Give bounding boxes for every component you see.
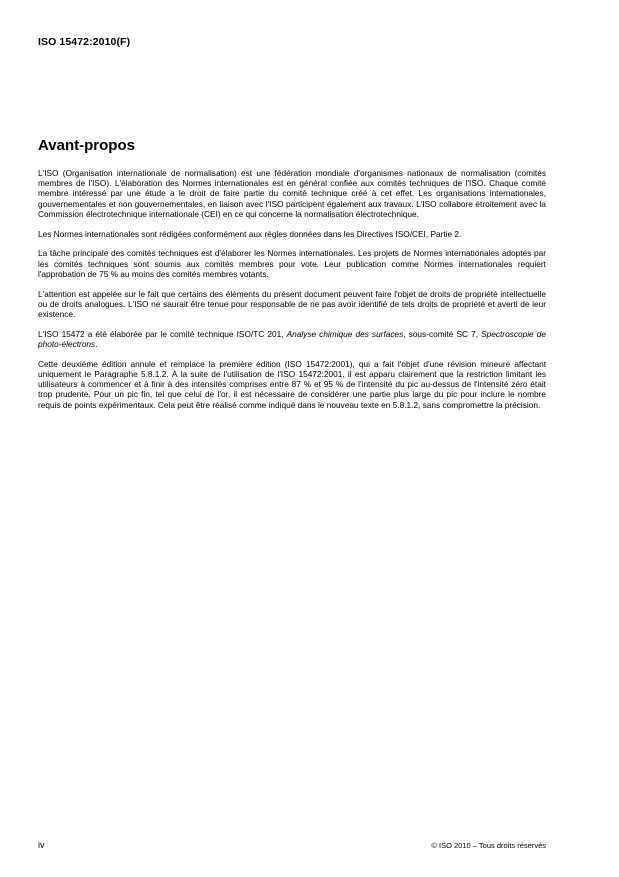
paragraph-directives: Les Normes internationales sont rédigées conformément aux règles données dans les Directives ISO/CEI, Partie 2. [38, 228, 462, 239]
page-title: Avant-propos [38, 137, 135, 154]
copyright-notice: © ISO 2010 – Tous droits réservés [431, 841, 546, 850]
paragraph-committee-origin [38, 329, 546, 349]
subcommittee-name-italic: Spectroscopie de photo-électrons [38, 328, 546, 350]
committee-text-2: , sous-comité SC 7, [403, 328, 482, 339]
committee-name-italic: Analyse chimique des surfaces [286, 328, 404, 339]
body-text [38, 168, 546, 419]
paragraph-patent-rights: L'attention est appelée sur le fait que certains des éléments du présent document peuvent faire l'objet de droits de propriété intellectuelle ou de droits analogues. L'ISO ne saurait être tenue pour responsable de ne pas avoir identifié de tels droits de propriété et averti de leur existence. [38, 288, 546, 320]
paragraph-technical-committees: La tâche principale des comités techniques est d'élaborer les Normes internationales. Les projets de Normes internationales adoptés par les comités techniques sont soumis aux comités membres pour vote. Leur publication comme Normes internationales requiert l'approbation de 75 % au moins des comités membres votants. [38, 248, 546, 279]
paragraph-iso-organisation: L'ISO (Organisation internationale de normalisation) est une fédération mondiale d'organismes nationaux de normalisation (comités membres de l'ISO). L'élaboration des Normes internationales est en général confiée aux comités techniques de l'ISO. Chaque comité membre intéressé par une étude a le droit de faire partie du comité technique créé à cet effet. Les organisations internationales, gouvernementales et non gouvernementales, en liaison avec l'ISO participent également aux travaux. L'ISO collabore étroitement avec la Commission électrotechnique internationale (CEI) en ce qui concerne la normalisation électrotechnique. [38, 168, 546, 219]
paragraph-edition-note: Cette deuxième édition annule et remplace la première édition (ISO 15472:2001), qui a fait l'objet d'une révision mineure affectant uniquement le Paragraphe 5.8.1.2. À la suite de l'utilisation de l'ISO 15472:2001, il est apparu clairement que la restriction limitant les utilisateurs à commencer et à finir à des intensités comprises entre 87 % et 95 % de l'intensité du pic au-dessus de l'intensité zéro était trop prudente. Pour un pic fin, tel que celui de l'or, il est nécessaire de considérer une partie plus large du pic pour inclure le nombre requis de points expérimentaux. Cela peut être réalisé comme indiqué dans le nouveau texte en 5.8.1.2, sans compromettre la précision. [38, 358, 546, 410]
committee-text-3: . [95, 339, 98, 350]
committee-text-1: L'ISO 15472 a été élaborée par le comité technique ISO/TC 201, [38, 328, 287, 339]
document-id-header: ISO 15472:2010(F) [38, 36, 131, 48]
page-number: iv [38, 840, 45, 850]
